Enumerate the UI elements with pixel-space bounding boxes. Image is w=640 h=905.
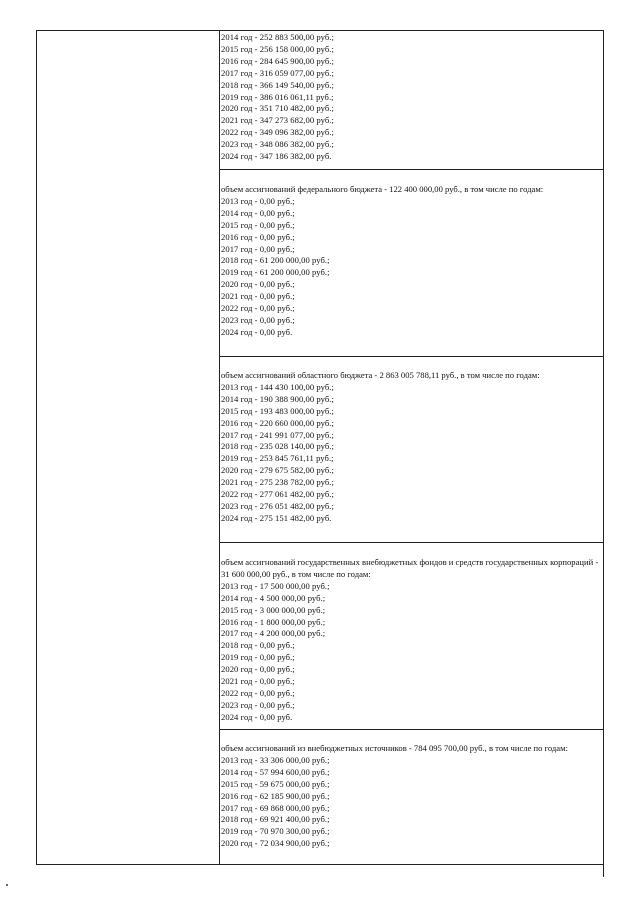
section-heading: объем ассигнований федерального бюджета - 122 400 000,00 руб., в том числе по годам: <box>221 184 544 194</box>
row-separator <box>219 729 604 730</box>
section-total-by-year <box>221 32 602 163</box>
list-item: 2021 год - 275 238 782,00 руб.; <box>221 477 334 488</box>
list-item: 2018 год - 61 200 000,00 руб.; <box>221 255 330 266</box>
list-item: 2015 год - 59 675 000,00 руб.; <box>221 778 330 789</box>
list-item: 2023 год - 0,00 руб.; <box>221 314 295 325</box>
list-item: 2020 год - 72 034 900,00 руб.; <box>221 838 330 849</box>
left-column-bottom-border <box>36 864 220 865</box>
list-item: 2014 год - 252 883 500,00 руб.; <box>221 32 334 42</box>
list-item: 2016 год - 284 645 900,00 руб.; <box>221 55 334 66</box>
list-item: 2024 год - 0,00 руб. <box>221 326 293 337</box>
list-item: 2021 год - 347 273 682,00 руб.; <box>221 115 334 126</box>
list-item: 2016 год - 62 185 900,00 руб.; <box>221 790 330 801</box>
list-item: 2014 год - 0,00 руб.; <box>221 207 295 218</box>
list-item: 2019 год - 253 845 761,11 руб.; <box>221 453 334 464</box>
list-item: 2023 год - 0,00 руб.; <box>221 699 295 710</box>
list-item: 2021 год - 0,00 руб.; <box>221 676 295 687</box>
list-item: 2017 год - 316 059 077,00 руб.; <box>221 67 334 78</box>
list-item: 2018 год - 235 028 140,00 руб.; <box>221 441 334 452</box>
section-heading: объем ассигнований государственных внебюджетных фондов и средств государственных корпораций - 31 600 000,00 руб., в том числе по годам: <box>221 557 599 579</box>
list-item: 2015 год - 0,00 руб.; <box>221 219 295 230</box>
list-item: 2014 год - 190 388 900,00 руб.; <box>221 393 334 404</box>
list-item: 2014 год - 57 994 600,00 руб.; <box>221 766 330 777</box>
row-separator <box>219 542 604 543</box>
list-item: 2024 год - 0,00 руб. <box>221 711 293 722</box>
list-item: 2023 год - 348 086 382,00 руб.; <box>221 139 334 150</box>
list-item: 2013 год - 0,00 руб.; <box>221 195 295 206</box>
list-item: 2024 год - 275 151 482,00 руб. <box>221 512 332 523</box>
list-item: 2013 год - 144 430 100,00 руб.; <box>221 381 334 392</box>
list-item: 2019 год - 70 970 300,00 руб.; <box>221 826 330 837</box>
list-item: 2018 год - 0,00 руб.; <box>221 640 295 651</box>
list-item: 2020 год - 351 710 482,00 руб.; <box>221 103 334 114</box>
list-item: 2020 год - 279 675 582,00 руб.; <box>221 465 334 476</box>
scan-speck <box>6 884 8 886</box>
section-regional-budget <box>221 370 602 525</box>
list-item: 2016 год - 0,00 руб.; <box>221 231 295 242</box>
list-item: 2015 год - 3 000 000,00 руб.; <box>221 604 326 615</box>
list-item: 2016 год - 220 660 000,00 руб.; <box>221 417 334 428</box>
list-item: 2019 год - 386 016 061,11 руб.; <box>221 91 334 102</box>
list-item: 2017 год - 69 868 000,00 руб.; <box>221 802 330 813</box>
list-item: 2020 год - 0,00 руб.; <box>221 664 295 675</box>
list-item: 2015 год - 193 483 000,00 руб.; <box>221 405 334 416</box>
row-separator <box>219 356 604 357</box>
list-item: 2013 год - 33 306 000,00 руб.; <box>221 754 330 765</box>
list-item: 2020 год - 0,00 руб.; <box>221 279 295 290</box>
section-federal-budget <box>221 184 602 339</box>
section-heading: объем ассигнований областного бюджета - 2 863 005 788,11 руб., в том числе по годам: <box>221 370 540 380</box>
list-item: 2013 год - 17 500 000,00 руб.; <box>221 580 330 591</box>
list-item: 2019 год - 0,00 руб.; <box>221 652 295 663</box>
list-item: 2022 год - 349 096 382,00 руб.; <box>221 127 334 138</box>
right-border-continuation <box>603 865 604 877</box>
list-item: 2019 год - 61 200 000,00 руб.; <box>221 267 330 278</box>
list-item: 2022 год - 0,00 руб.; <box>221 687 295 698</box>
list-item: 2022 год - 277 061 482,00 руб.; <box>221 489 334 500</box>
list-item: 2017 год - 4 200 000,00 руб.; <box>221 628 326 639</box>
list-item: 2022 год - 0,00 руб.; <box>221 303 295 314</box>
section-heading: объем ассигнований из внебюджетных источников - 784 095 700,00 руб., в том числе по годам: <box>221 743 568 753</box>
list-item: 2015 год - 256 158 000,00 руб.; <box>221 43 334 54</box>
section-state-funds <box>221 557 602 724</box>
row-separator <box>219 169 604 170</box>
column-divider <box>219 30 220 865</box>
list-item: 2017 год - 0,00 руб.; <box>221 243 295 254</box>
list-item: 2018 год - 69 921 400,00 руб.; <box>221 814 330 825</box>
list-item: 2018 год - 366 149 540,00 руб.; <box>221 79 334 90</box>
list-item: 2024 год - 347 186 382,00 руб. <box>221 151 332 162</box>
list-item: 2021 год - 0,00 руб.; <box>221 291 295 302</box>
section-extrabudgetary <box>221 743 602 850</box>
list-item: 2023 год - 276 051 482,00 руб.; <box>221 500 334 511</box>
list-item: 2014 год - 4 500 000,00 руб.; <box>221 592 326 603</box>
list-item: 2017 год - 241 991 077,00 руб.; <box>221 429 334 440</box>
list-item: 2016 год - 1 800 000,00 руб.; <box>221 616 326 627</box>
